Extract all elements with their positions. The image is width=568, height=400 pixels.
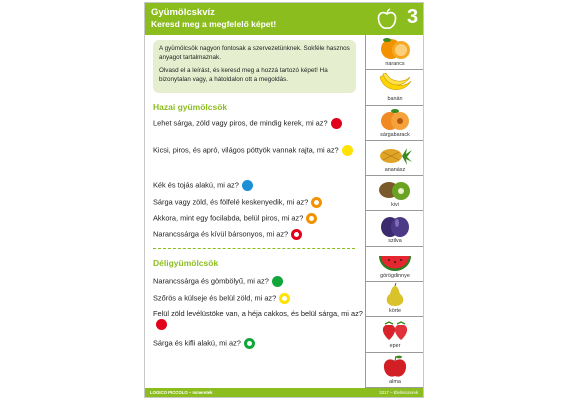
fruit-label: sárgabarack [380, 131, 410, 138]
question-text: Sárga vagy zöld, és fölfelé keskenyedik, mi az? [153, 197, 309, 207]
question-text: Kék és tojás alakú, mi az? [153, 180, 239, 190]
question-item [153, 197, 363, 208]
fruit-cell-banana [366, 70, 424, 105]
fruit-cell-pineapple [366, 141, 424, 176]
header-bar [145, 3, 423, 35]
question-text: Narancssárga és kívül bársonyos, mi az? [153, 229, 289, 239]
marker-red-ring [291, 229, 302, 240]
marker-blue-dot [242, 180, 253, 191]
question-item [153, 213, 363, 224]
question-item [153, 293, 363, 304]
question-item [153, 145, 363, 156]
fruit-label: banán [387, 96, 403, 103]
watermelon-icon [377, 248, 413, 273]
question-item [153, 338, 363, 349]
fruit-cell-apple [366, 353, 424, 388]
fruit-label: görögdinnye [380, 272, 410, 279]
intro-box [153, 40, 356, 93]
pineapple-icon [377, 142, 413, 167]
orange-icon [377, 36, 413, 61]
page-title: Gyümölcskvíz [151, 7, 215, 18]
fruit-cell-apricot [366, 106, 424, 141]
question-text: Sárga és kifli alakú, mi az? [153, 338, 241, 348]
fruit-label: kivi [391, 202, 399, 209]
banana-icon [377, 71, 413, 96]
intro-paragraph-2: Olvasd el a leírást, és keresd meg a hozzá tartozó képet! Ha bizonytalan vagy, a hátoldalon ott a megoldás. [159, 67, 328, 83]
question-text: Felül zöld levélüstöke van, a héja cakkos, és belül sárga, mi az? [153, 309, 363, 318]
marker-yellow-dot [342, 145, 353, 156]
fruit-cell-plum [366, 212, 424, 247]
footer-code: 3317 – Élelmiszerek [379, 390, 418, 395]
fruit-label: ananász [384, 166, 406, 173]
question-item [153, 309, 363, 330]
section-title-tropical: Déligyümölcsök [153, 258, 219, 268]
question-text: Kicsi, piros, és apró, világos pöttyök vannak rajta, mi az? [153, 145, 339, 155]
plum-icon [377, 213, 413, 238]
marker-red-dot [156, 319, 167, 330]
fruit-picture-column [365, 35, 424, 388]
question-item [153, 229, 363, 240]
marker-yellow-ring [279, 293, 290, 304]
pear-icon [377, 283, 413, 308]
footer-brand: LOGICO PICCOLO – Ismeretek [150, 390, 213, 395]
fruit-cell-pear [366, 282, 424, 317]
fruit-label: eper [389, 343, 401, 350]
question-text: Szőrös a külseje és belül zöld, mi az? [153, 293, 277, 303]
fruit-cell-orange [366, 35, 424, 70]
question-text: Narancssárga és gömbölyű, mi az? [153, 276, 269, 286]
page-subtitle: Keresd meg a megfelelő képet! [151, 19, 277, 29]
question-item [153, 180, 363, 191]
apricot-icon [377, 107, 413, 132]
marker-green-dot [272, 276, 283, 287]
fruit-label: körte [389, 308, 401, 315]
quiz-card [144, 2, 424, 398]
fruit-cell-watermelon [366, 247, 424, 282]
question-text: Lehet sárga, zöld vagy piros, de mindig kerek, mi az? [153, 118, 328, 128]
apple-icon [377, 354, 413, 379]
section-divider [153, 248, 355, 249]
marker-orange-ring [311, 197, 322, 208]
marker-orange-ring-dot [306, 213, 317, 224]
kiwi-icon [377, 177, 413, 202]
section-title-domestic: Hazai gyümölcsök [153, 102, 228, 112]
apple-outline-icon [377, 8, 397, 30]
fruit-label: narancs [385, 61, 405, 67]
marker-red-dot [331, 118, 342, 129]
fruit-cell-kiwi [366, 176, 424, 211]
footer-bar [145, 388, 423, 397]
question-text: Akkora, mint egy focilabda, belül piros, mi az? [153, 213, 304, 223]
strawberry-icon [377, 318, 413, 343]
intro-paragraph-1: A gyümölcsök nagyon fontosak a szervezetünknek. Sokféle hasznos anyagot tartalmaznak. [159, 45, 350, 61]
fruit-label: szilva [388, 237, 402, 244]
card-number: 3 [407, 6, 419, 28]
question-item [153, 118, 363, 129]
marker-green-ring [244, 338, 255, 349]
question-item [153, 276, 363, 287]
fruit-cell-strawberry [366, 317, 424, 352]
fruit-label: alma [389, 378, 401, 385]
